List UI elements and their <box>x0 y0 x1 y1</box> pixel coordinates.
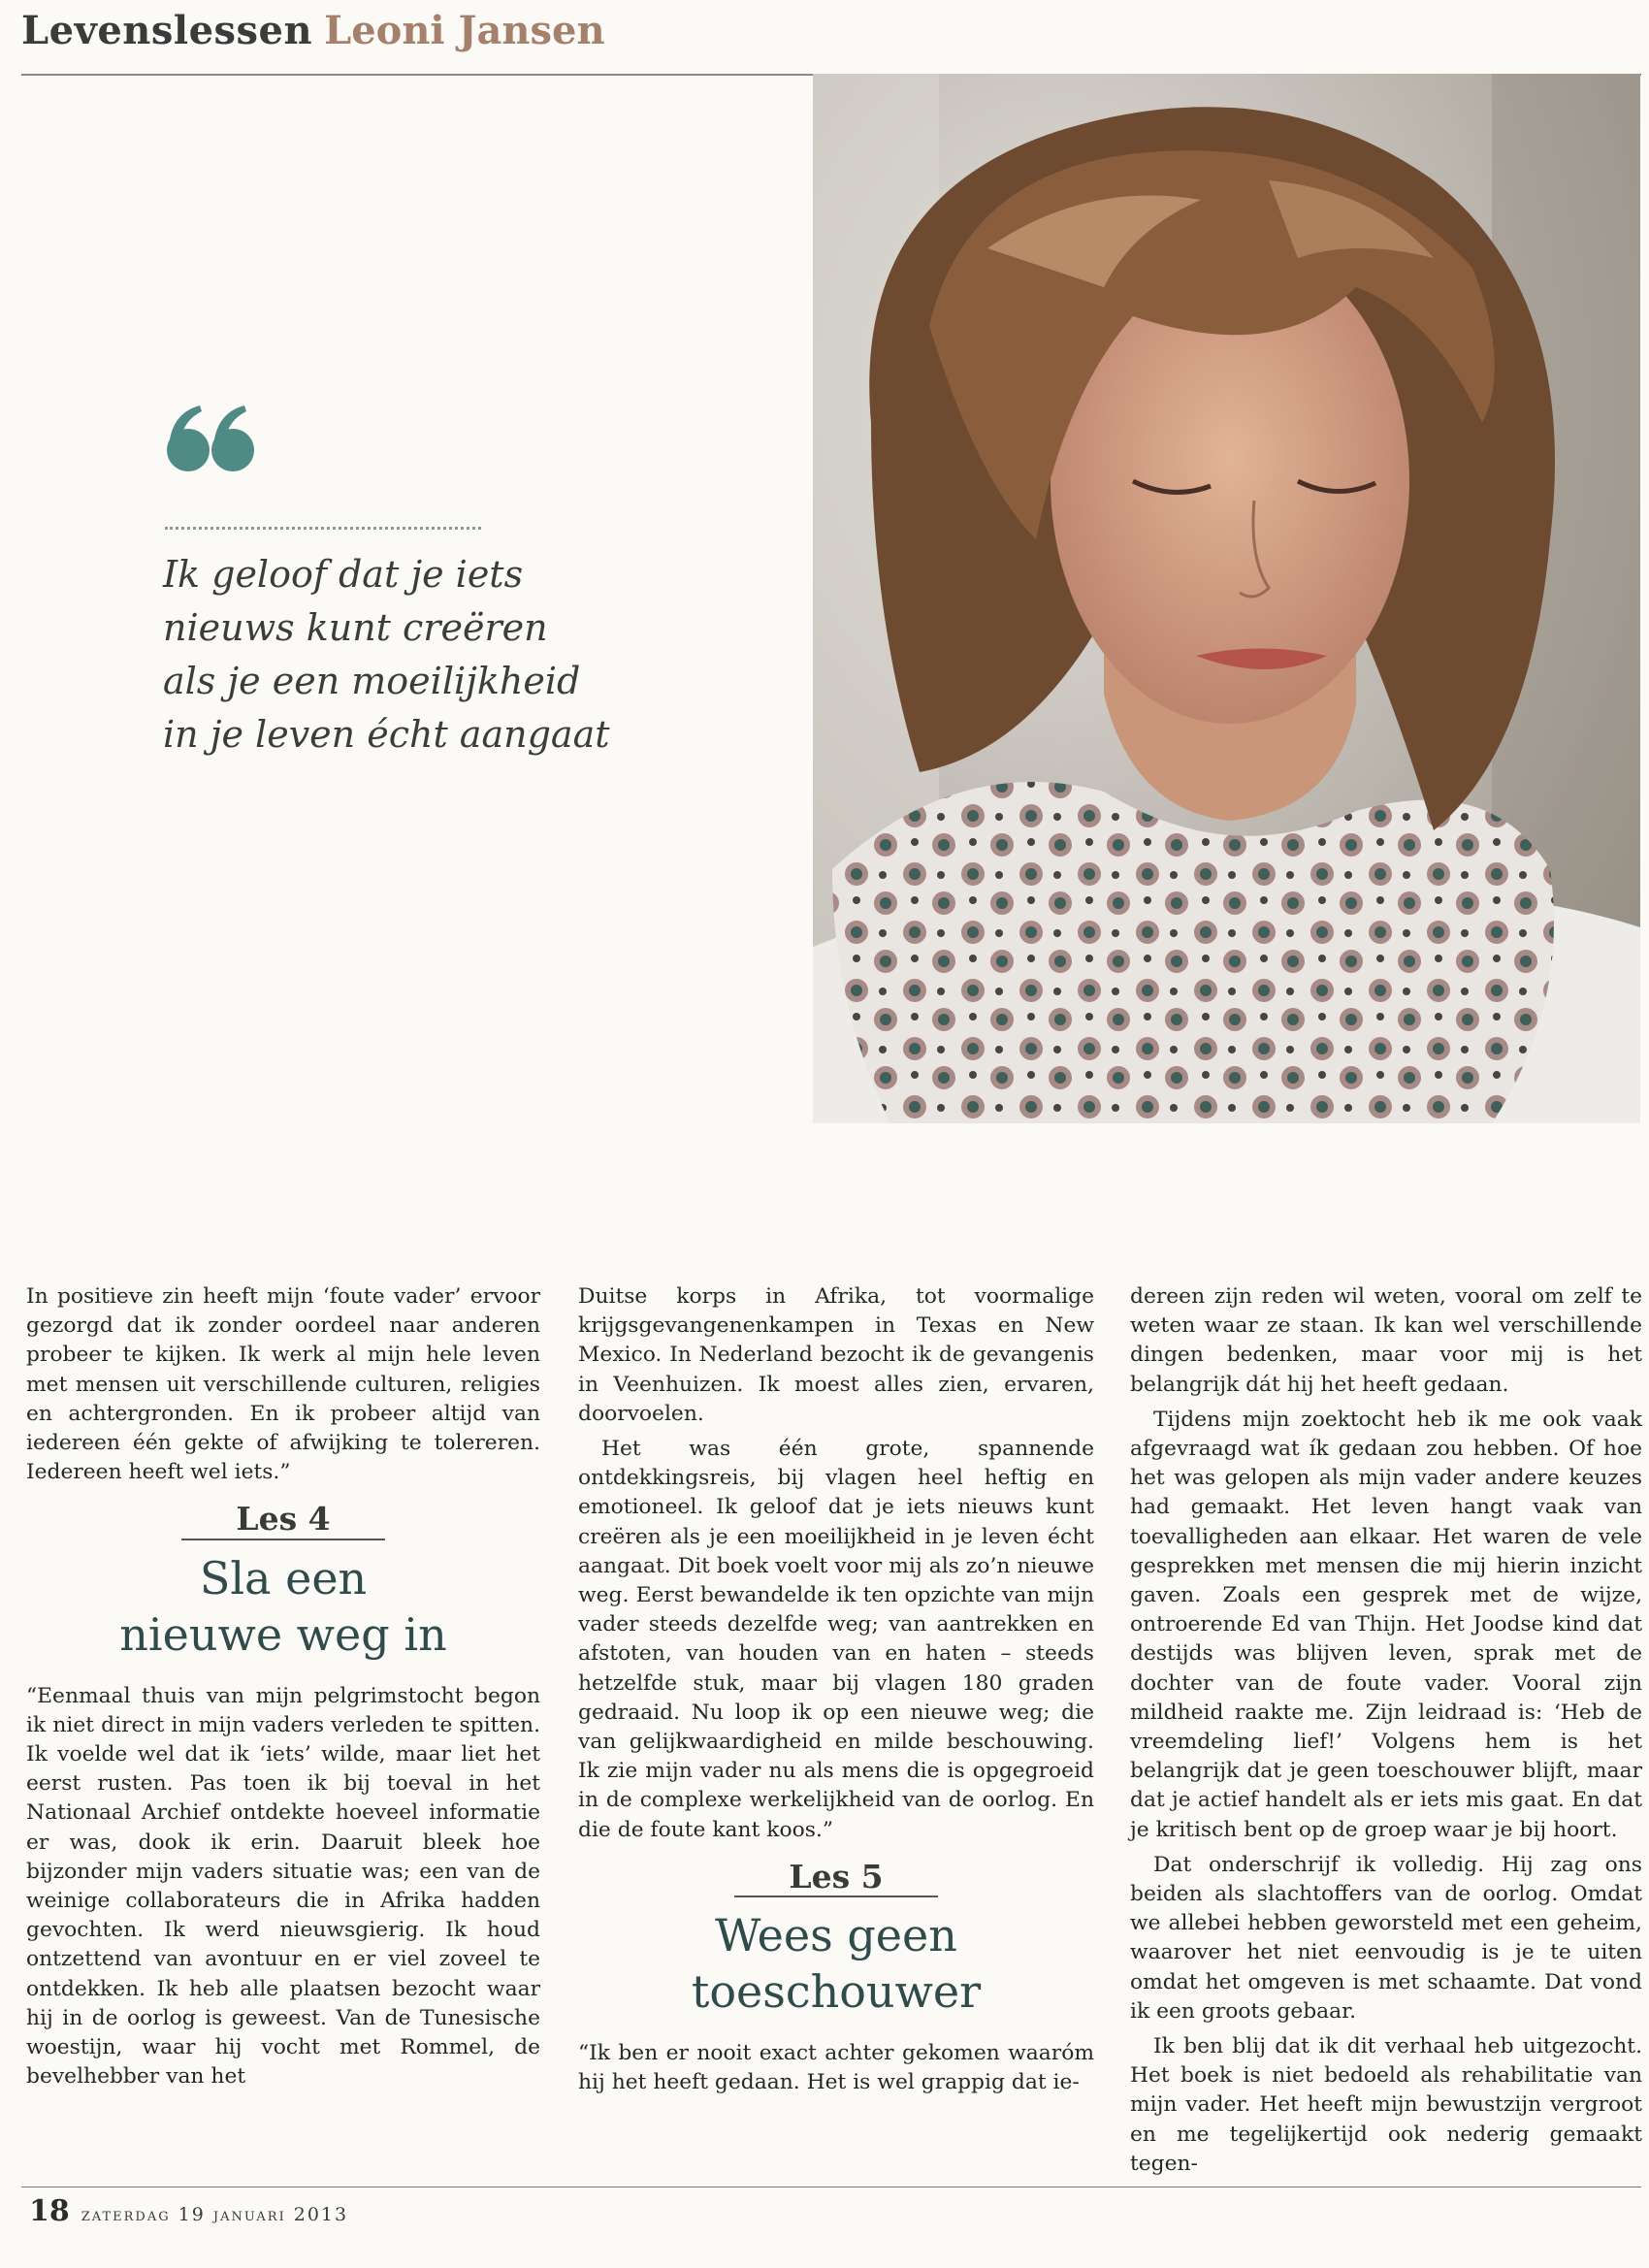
page-number: 18 <box>29 2194 70 2228</box>
portrait-illustration <box>813 74 1640 1123</box>
body-paragraph: “Eenmaal thuis van mijn pelgrimstocht begon ik niet direct in mijn vaders verleden te spitten. Ik voelde wel dat ik ‘iets’ wilde, maar liet het eerst rusten. Pas toen ik bij toeval in het Nationaal Archief ontdekte hoeveel informatie er was, dook ik erin. Daaruit bleek hoe bijzonder mijn vaders situatie was; een van de weinige collaborateurs die in Afrika hadden gevochten. Ik werd nieuwsgierig. Ik houd ontzettend van avontuur en er viel zoveel te ontdekken. Ik heb alle plaatsen bezocht waar hij in de oorlog is geweest. Van de Tunesische woestijn, waar hij vocht met Rommel, de bevelhebber van het <box>26 1683 540 2090</box>
issue-date: zaterdag 19 januari 2013 <box>81 2204 349 2225</box>
portrait-photo <box>813 74 1640 1123</box>
lesson-title-line: Wees geen <box>715 1909 957 1962</box>
text-column-2 <box>578 1282 1094 2103</box>
body-paragraph: Tijdens mijn zoektocht heb ik me ook vaak afgevraagd wat ík gedaan zou hebben. Of hoe het was gelopen als mijn vader andere keuzes had gemaakt. Het leven hangt vaak van toevalligheden aan elkaar. Het waren de vele gesprekken met mensen die mij hierin inzicht gaven. Zoals een gesprek met de wijze, ontroerende Ed van Thijn. Het Joodse kind dat destijds was blijven leven, sprak met de dochter van de foute vader. Vooral zijn mildheid raakte me. Zijn leidraad is: ‘Heb de vreemdeling lief!’ Volgens hem is het belangrijk dat je geen toeschouwer blijft, maar dat je actief handelt als er iets mis gaat. En dat je kritisch bent op de groep waar je bij hoort. <box>1130 1407 1642 1842</box>
lesson-label: Les 4 <box>236 1500 331 1539</box>
body-paragraph: In positieve zin heeft mijn ‘foute vader’ ervoor gezorgd dat ik zonder oordeel naar anderen probeer te kijken. Ik werk al mijn hele leven met mensen uit verschillende culturen, religies en achtergronden. En ik probeer altijd van iedereen één gekte of afwijking te tolereren. Iedereen heeft wel iets.” <box>26 1284 540 1485</box>
text-column-1 <box>26 1282 540 2097</box>
lesson-title <box>578 1907 1094 2020</box>
body-paragraph: Het was één grote, spannende ontdekkingsreis, bij vlagen heel heftig en emotioneel. Ik geloof dat je iets nieuws kunt creëren als je een moeilijkheid in je leven écht aangaat. Dit boek voelt voor mij als zo’n nieuwe weg. Eerst bewandelde ik ten opzichte van mijn vader steeds dezelfde weg; van aantrekken en afstoten, van houden van en haten – steeds hetzelfde stuk, maar bij vlagen 180 graden gedraaid. Nu loop ik op een nieuwe weg; die van gelijkwaardigheid en milde beschouwing. Ik zie mijn vader nu als mens die is opgegroeid in de complexe werkelijkheid van de oorlog. En die de foute kant koos.” <box>578 1437 1094 1842</box>
pullquote-line: als je een moeilijkheid <box>163 660 581 702</box>
body-paragraph: dereen zijn reden wil weten, vooral om zelf te weten waar ze staan. Ik kan wel verschillende dingen bedenken, maar voor mij is het belangrijk dát hij het heeft gedaan. <box>1130 1284 1642 1397</box>
lesson-label: Les 5 <box>789 1857 884 1895</box>
page-header <box>21 8 605 70</box>
body-paragraph: Duitse korps in Afrika, tot voormalige krijgsgevangenenkampen in Texas en New Mexico. In Nederland bezocht ik de gevangenis in Veenhuizen. Ik moest alles zien, ervaren, doorvoelen. <box>578 1284 1094 1426</box>
body-paragraph: “Ik ben er nooit exact achter gekomen waaróm hij het heeft gedaan. Het is wel grappig dat ie- <box>578 2041 1094 2095</box>
lesson-title-line: toeschouwer <box>691 1965 982 2019</box>
pullquote <box>163 548 619 761</box>
body-paragraph: Dat onderschrijf ik volledig. Hij zag ons beiden als slachtoffers van de oorlog. Omdat we allebei hebben geworsteld met een geheim, waarover het niet eenvoudig is je te uiten omdat het omgeven is met schaamte. Dat vond ik een groots gebaar. <box>1130 1852 1642 2024</box>
subject-name: Leoni Jansen <box>324 8 605 53</box>
lesson-title <box>26 1550 540 1663</box>
pullquote-line: Ik geloof dat je iets <box>163 553 524 596</box>
body-paragraph: Ik ben blij dat ik dit verhaal heb uitgezocht. Het boek is niet bedoeld als rehabilitatie van mijn vader. Het heeft mijn bewustzijn vergroot en me tegelijkertijd ook nederig gemaakt tegen- <box>1130 2034 1642 2176</box>
section-title: Levenslessen <box>21 8 313 53</box>
lesson-rule <box>181 1539 385 1540</box>
pullquote-line: in je leven écht aangaat <box>163 713 610 756</box>
quote-mark-icon <box>165 400 258 477</box>
lesson-title-line: nieuwe weg in <box>119 1607 447 1661</box>
pullquote-divider <box>165 527 481 530</box>
lesson-title-line: Sla een <box>199 1551 368 1604</box>
pullquote-line: nieuws kunt creëren <box>163 606 548 649</box>
lesson-rule <box>734 1895 938 1897</box>
text-column-3 <box>1130 1282 1642 2185</box>
page-footer <box>29 2194 348 2228</box>
